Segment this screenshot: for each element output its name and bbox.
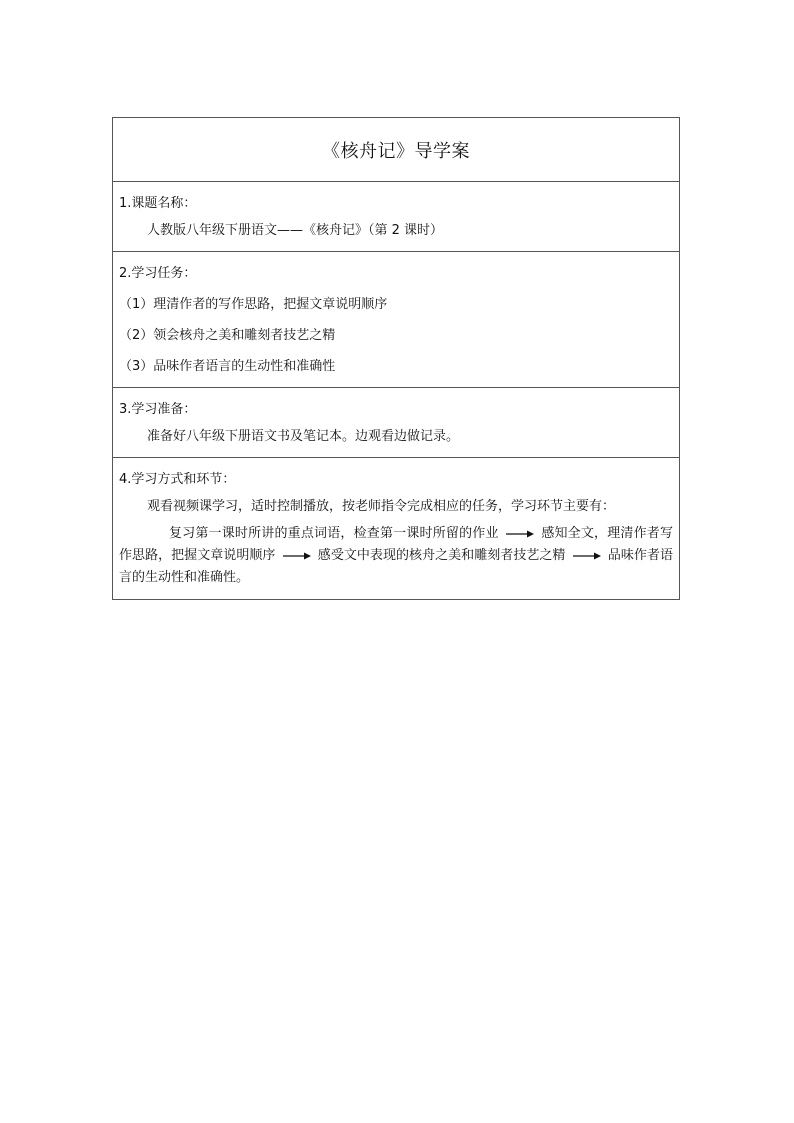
arrow-right-icon xyxy=(505,529,535,539)
prep-text: 准备好八年级下册语文书及笔记本。边观看边做记录。 xyxy=(147,429,460,444)
arrow-right-icon xyxy=(282,551,312,561)
flow-step: 感知全文，理清作者写作思路，把握文章说明顺序 xyxy=(119,526,673,563)
section-heading: 3.学习准备： xyxy=(119,402,197,417)
flow-step: 感受文中表现的核舟之美和雕刻者技艺之精 xyxy=(317,548,566,563)
document-title: 《核舟记》导学案 xyxy=(322,140,470,162)
method-intro-text: 观看视频课学习，适时控制播放，按老师指令完成相应的任务，学习环节主要有： xyxy=(147,499,616,514)
section-learning-method xyxy=(113,457,679,599)
task-item: （3）品味作者语言的生动性和准确性 xyxy=(119,359,336,374)
learning-flow xyxy=(119,523,673,589)
section-heading: 4.学习方式和环节： xyxy=(119,472,236,487)
flow-step: 复习第一课时所讲的重点词语，检查第一课时所留的作业 xyxy=(169,526,499,541)
flow-step: 品味作者语言的生动性和准确性。 xyxy=(119,548,673,585)
section-learning-prep xyxy=(113,387,679,457)
study-guide-table xyxy=(112,117,680,600)
section-learning-tasks xyxy=(113,251,679,387)
arrow-right-icon xyxy=(572,551,602,561)
section-heading: 2.学习任务： xyxy=(119,266,197,281)
course-name-text: 人教版八年级下册语文——《核舟记》（第 2 课时） xyxy=(147,223,444,238)
section-course-name xyxy=(113,181,679,251)
task-item: （1）理清作者的写作思路，把握文章说明顺序 xyxy=(119,297,388,312)
task-item: （2）领会核舟之美和雕刻者技艺之精 xyxy=(119,328,336,343)
section-heading: 1.课题名称： xyxy=(119,196,197,211)
